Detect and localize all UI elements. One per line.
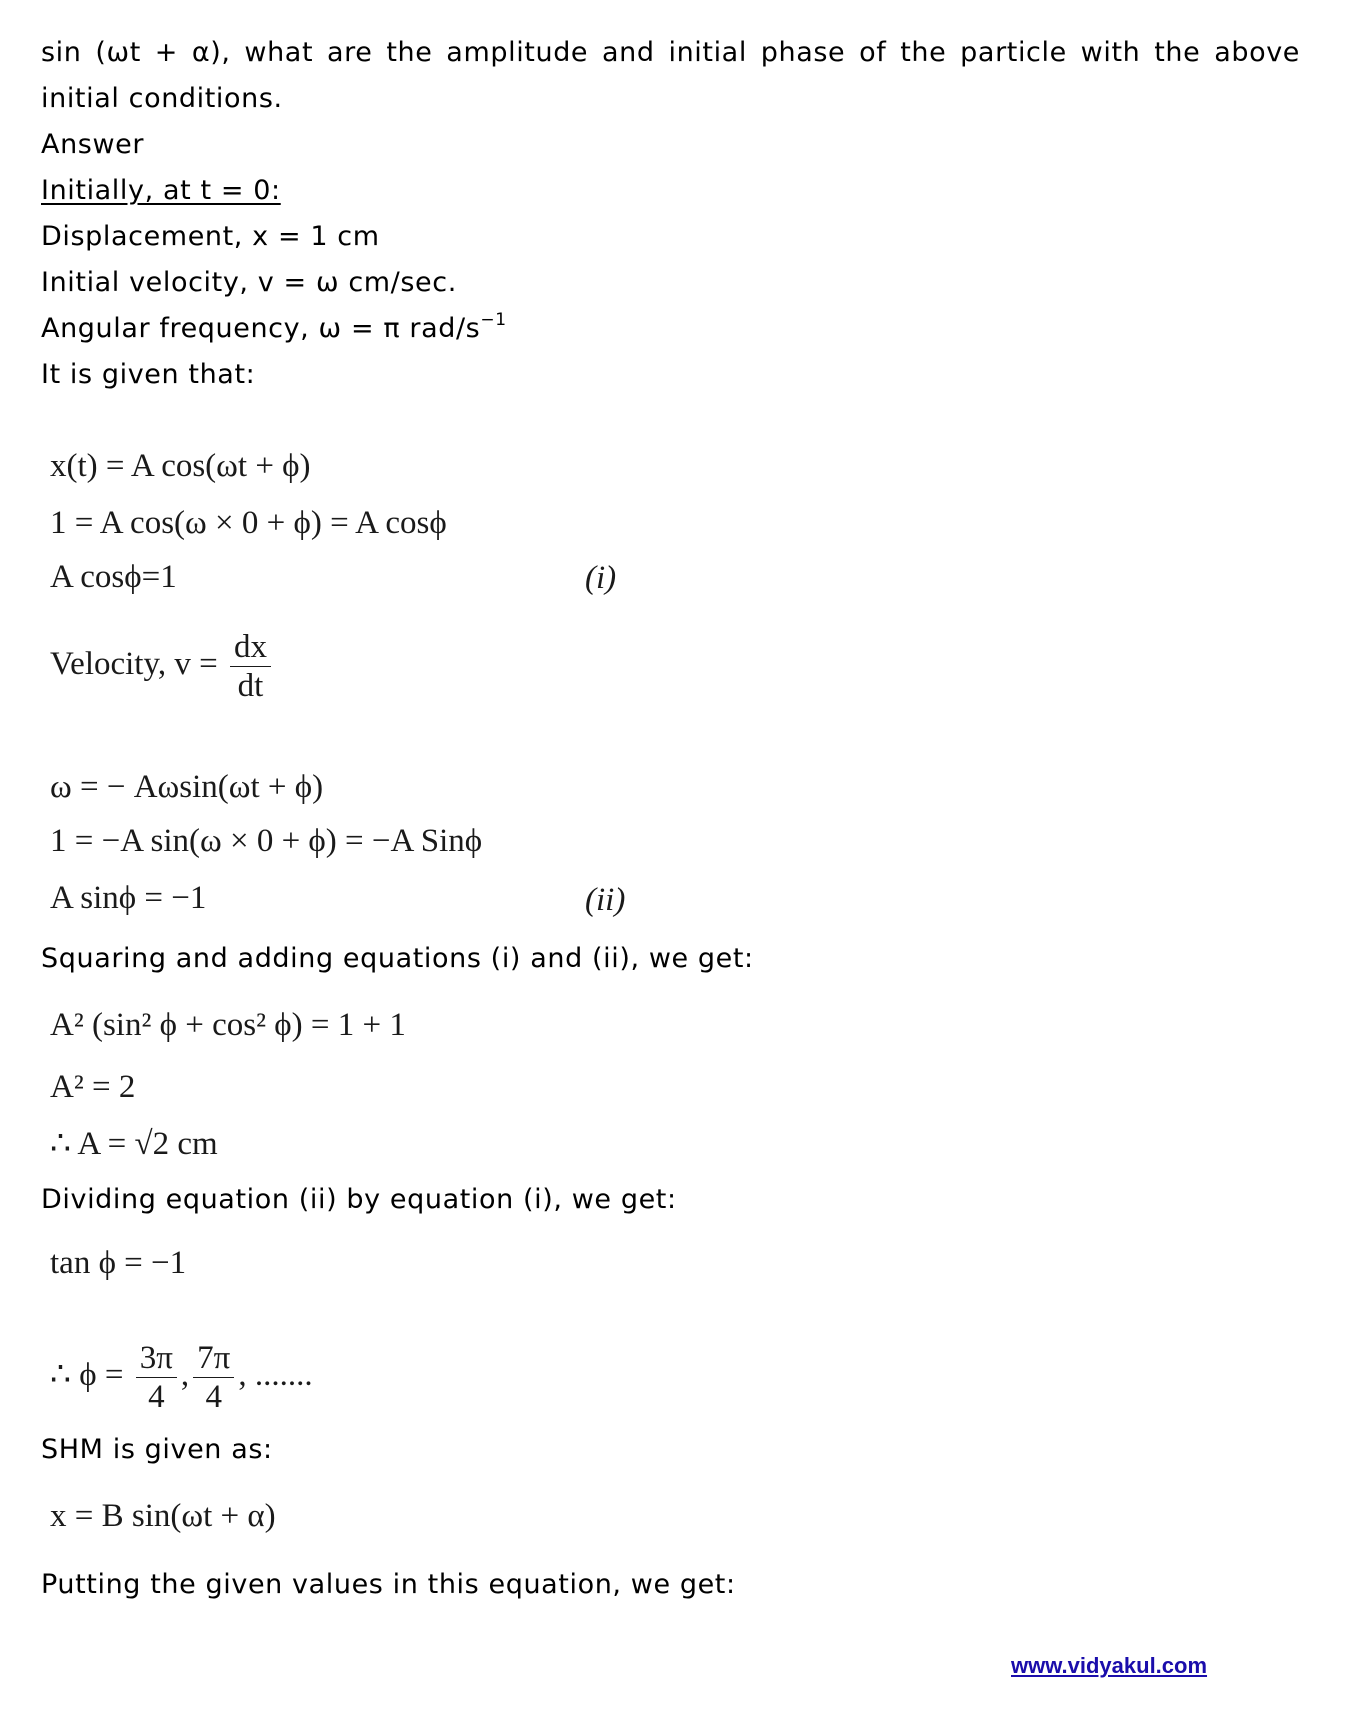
velocity-denominator: dt [237, 668, 264, 704]
angular-frequency-line [41, 312, 507, 346]
velocity-numerator: dx [230, 628, 271, 667]
initial-velocity-line: Initial velocity, v = ω cm/sec. [41, 267, 457, 298]
equation-tag-ii: (ii) [585, 882, 626, 918]
equation-tag-i: (i) [585, 560, 617, 596]
equation-tan: tan ϕ = −1 [50, 1245, 187, 1281]
given-line: It is given that: [41, 359, 256, 390]
equation-a-squared: A² = 2 [50, 1069, 136, 1105]
phase-numerator-1: 3π [136, 1339, 177, 1378]
phase-fraction-2 [193, 1339, 234, 1416]
intro-line-2: initial conditions. [41, 83, 283, 114]
dividing-line: Dividing equation (ii) by equation (i), we get: [41, 1184, 677, 1215]
phase-prefix: ∴ ϕ = [50, 1357, 124, 1394]
phase-fraction-1 [136, 1339, 177, 1416]
equation-squared-sum: A² (sin² ϕ + cos² ϕ) = 1 + 1 [50, 1007, 406, 1043]
equation-velocity [50, 628, 275, 705]
angular-frequency-exponent: −1 [480, 310, 507, 330]
initial-conditions-heading: Initially, at t = 0: [41, 175, 281, 206]
footer-link[interactable]: www.vidyakul.com [1011, 1653, 1208, 1678]
velocity-fraction [230, 628, 271, 705]
displacement-line: Displacement, x = 1 cm [41, 221, 380, 252]
phase-numerator-2: 7π [193, 1339, 234, 1378]
equation-displacement: x(t) = A cos(ωt + ϕ) [50, 448, 311, 484]
equation-i: A cosϕ=1 [50, 559, 177, 595]
velocity-label: Velocity, v = [50, 646, 218, 683]
equation-shm: x = B sin(ωt + α) [50, 1498, 276, 1534]
phase-suffix: , ....... [238, 1357, 313, 1394]
equation-initial-displacement: 1 = A cos(ω × 0 + ϕ) = A cosϕ [50, 505, 447, 541]
squaring-line: Squaring and adding equations (i) and (ii), we get: [41, 943, 754, 974]
equation-amplitude: ∴ A = √2 cm [50, 1126, 218, 1162]
putting-line: Putting the given values in this equation, we get: [41, 1569, 736, 1600]
equation-ii: A sinϕ = −1 [50, 880, 207, 916]
intro-line-1: sin (ωt + α), what are the amplitude and initial phase of the particle with the above [41, 37, 1300, 68]
equation-initial-velocity: 1 = −A sin(ω × 0 + ϕ) = −A Sinϕ [50, 823, 483, 859]
angular-frequency-text: Angular frequency, ω = π rad/s [41, 313, 481, 344]
phase-denominator-2: 4 [205, 1379, 222, 1415]
equation-omega: ω = − Aωsin(ωt + ϕ) [50, 769, 324, 805]
equation-phase: ∴ ϕ = $\frac{3\pi}{4}$ , $\frac{7\pi}{4}$ , ....... [50, 1340, 313, 1415]
answer-heading: Answer [41, 129, 145, 160]
phase-denominator-1: 4 [148, 1379, 165, 1415]
shm-line: SHM is given as: [41, 1434, 273, 1465]
